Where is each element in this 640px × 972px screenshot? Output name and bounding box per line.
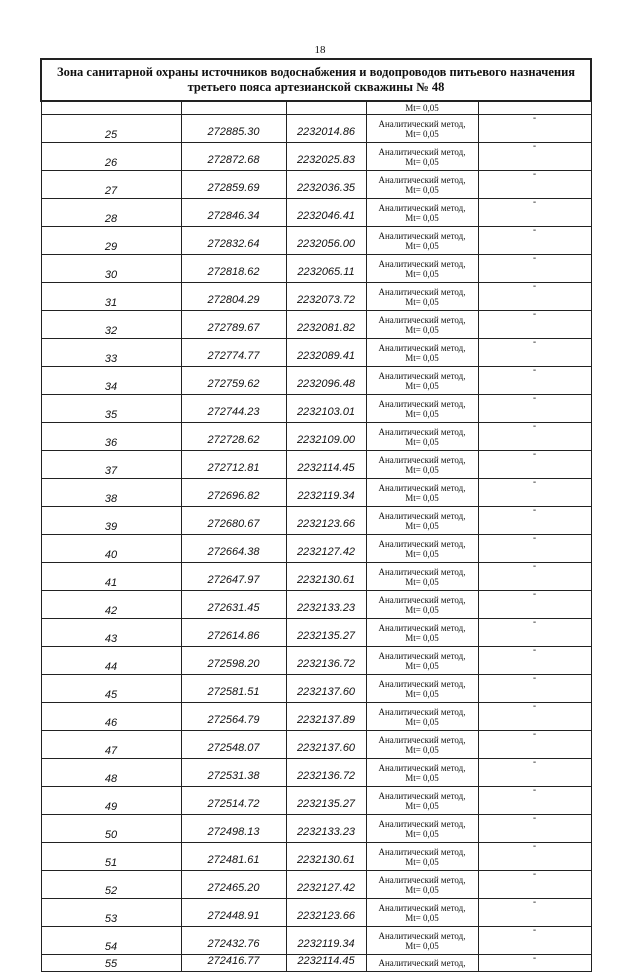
table-row [41, 507, 591, 535]
table-row [41, 843, 591, 871]
method-label: Аналитический метод, [378, 622, 466, 633]
y-coordinate: 2232123.66 [286, 899, 366, 927]
method-cell [366, 591, 478, 619]
method-value: Mt= 0,05 [405, 604, 439, 615]
table-row [41, 115, 591, 143]
table-row [41, 619, 591, 647]
y-coordinate: 2232073.72 [286, 283, 366, 311]
point-number: 36 [41, 423, 181, 451]
y-coordinate: 2232123.66 [286, 507, 366, 535]
point-number: 43 [41, 619, 181, 647]
table-row [41, 815, 591, 843]
table-row [41, 591, 591, 619]
method-value: Mt= 0,05 [405, 380, 439, 391]
method-value: Mt= 0,05 [405, 828, 439, 839]
point-number: 50 [41, 815, 181, 843]
dash-mark: - [478, 451, 591, 479]
method-label: Аналитический метод, [378, 118, 466, 129]
dash-mark: - [478, 871, 591, 899]
dash-mark: - [478, 759, 591, 787]
point-number: 52 [41, 871, 181, 899]
dash-mark: - [478, 815, 591, 843]
table-row [41, 787, 591, 815]
table-row [41, 171, 591, 199]
point-number: 53 [41, 899, 181, 927]
method-value: Mt= 0,05 [405, 912, 439, 923]
y-coordinate: 2232137.89 [286, 703, 366, 731]
y-coordinate: 2232056.00 [286, 227, 366, 255]
x-coordinate: 272664.38 [181, 535, 286, 563]
table-row [41, 283, 591, 311]
method-label: Аналитический метод, [378, 790, 466, 801]
y-coordinate: 2232136.72 [286, 759, 366, 787]
x-coordinate: 272832.64 [181, 227, 286, 255]
point-number: 31 [41, 283, 181, 311]
table-row [41, 731, 591, 759]
method-cell [366, 703, 478, 731]
y-coordinate: 2232127.42 [286, 871, 366, 899]
dash-mark: - [478, 703, 591, 731]
point-number: 35 [41, 395, 181, 423]
point-number: 25 [41, 115, 181, 143]
dash-mark: - [478, 255, 591, 283]
page-number: 18 [314, 44, 326, 56]
point-number: 47 [41, 731, 181, 759]
method-cell [366, 115, 478, 143]
method-label: Аналитический метод, [378, 538, 466, 549]
y-coordinate: 2232114.45 [286, 955, 366, 972]
method-label: Аналитический метод, [378, 930, 466, 941]
x-coordinate: 272696.82 [181, 479, 286, 507]
method-cell [366, 199, 478, 227]
table-row [41, 395, 591, 423]
dash-mark: - [478, 199, 591, 227]
method-value: Mt= 0,05 [405, 296, 439, 307]
method-cell [366, 367, 478, 395]
y-coordinate: 2232103.01 [286, 395, 366, 423]
point-number: 38 [41, 479, 181, 507]
method-cell [366, 563, 478, 591]
point-number: 55 [41, 955, 181, 972]
x-coordinate: 272712.81 [181, 451, 286, 479]
method-cell [366, 339, 478, 367]
method-cell [366, 759, 478, 787]
method-label: Аналитический метод, [378, 146, 466, 157]
y-coordinate: 2232133.23 [286, 591, 366, 619]
method-label: Аналитический метод, [378, 874, 466, 885]
dash-mark: - [478, 787, 591, 815]
method-label: Аналитический метод, [378, 566, 466, 577]
dash-mark: - [478, 283, 591, 311]
table-row [41, 927, 591, 955]
y-coordinate: 2232136.72 [286, 647, 366, 675]
method-value: Mt= 0,05 [405, 744, 439, 755]
method-label: Аналитический метод, [378, 706, 466, 717]
dash-mark: - [478, 955, 591, 972]
point-number: 34 [41, 367, 181, 395]
dash-mark: - [478, 395, 591, 423]
table-row [41, 703, 591, 731]
method-label: Аналитический метод, [366, 955, 478, 972]
method-cell [366, 871, 478, 899]
dash-mark: - [478, 591, 591, 619]
dash-mark: - [478, 311, 591, 339]
point-number: 40 [41, 535, 181, 563]
table-row [41, 647, 591, 675]
y-coordinate: 2232065.11 [286, 255, 366, 283]
method-value: Mt= 0,05 [405, 436, 439, 447]
method-cell [366, 451, 478, 479]
x-coordinate: 272789.67 [181, 311, 286, 339]
method-value: Mt= 0,05 [405, 520, 439, 531]
method-cell [366, 255, 478, 283]
y-coordinate: 2232127.42 [286, 535, 366, 563]
table-title: Зона санитарной охраны источников водоснабжения и водопроводов питьевого назначения третьего пояса артезианской скважины № 48 [41, 59, 591, 101]
point-number: 49 [41, 787, 181, 815]
method-value: Mt= 0,05 [366, 101, 478, 115]
x-coordinate: 272759.62 [181, 367, 286, 395]
method-cell [366, 507, 478, 535]
method-cell [366, 619, 478, 647]
x-coordinate: 272647.97 [181, 563, 286, 591]
method-value: Mt= 0,05 [405, 156, 439, 167]
point-number: 54 [41, 927, 181, 955]
point-number: 44 [41, 647, 181, 675]
dash-mark: - [478, 927, 591, 955]
y-coordinate: 2232089.41 [286, 339, 366, 367]
method-cell [366, 143, 478, 171]
method-value: Mt= 0,05 [405, 688, 439, 699]
point-number: 30 [41, 255, 181, 283]
method-cell [366, 171, 478, 199]
y-coordinate: 2232119.34 [286, 927, 366, 955]
dash-mark: - [478, 899, 591, 927]
x-coordinate: 272872.68 [181, 143, 286, 171]
method-label: Аналитический метод, [378, 398, 466, 409]
method-cell [366, 535, 478, 563]
y-coordinate: 2232137.60 [286, 731, 366, 759]
dash-mark: - [478, 675, 591, 703]
method-value: Mt= 0,05 [405, 464, 439, 475]
x-coordinate: 272744.23 [181, 395, 286, 423]
x-coordinate: 272859.69 [181, 171, 286, 199]
table-row [41, 311, 591, 339]
x-coordinate: 272631.45 [181, 591, 286, 619]
table-row [41, 535, 591, 563]
dash-mark: - [478, 115, 591, 143]
method-value: Mt= 0,05 [405, 492, 439, 503]
method-cell [366, 423, 478, 451]
method-cell [366, 815, 478, 843]
method-label: Аналитический метод, [378, 818, 466, 829]
table-row [41, 339, 591, 367]
method-label: Аналитический метод, [378, 314, 466, 325]
x-coordinate: 272680.67 [181, 507, 286, 535]
method-value: Mt= 0,05 [405, 408, 439, 419]
table-row [41, 451, 591, 479]
table-row [41, 227, 591, 255]
method-cell [366, 675, 478, 703]
table-row [41, 255, 591, 283]
y-coordinate: 2232109.00 [286, 423, 366, 451]
method-cell [366, 227, 478, 255]
y-coordinate: 2232130.61 [286, 843, 366, 871]
table-title-row [41, 59, 591, 101]
y-coordinate: 2232135.27 [286, 787, 366, 815]
method-label: Аналитический метод, [378, 426, 466, 437]
point-number: 28 [41, 199, 181, 227]
method-value: Mt= 0,05 [405, 212, 439, 223]
point-number: 48 [41, 759, 181, 787]
x-coordinate: 272846.34 [181, 199, 286, 227]
point-number: 41 [41, 563, 181, 591]
method-label: Аналитический метод, [378, 454, 466, 465]
point-number: 26 [41, 143, 181, 171]
point-number: 42 [41, 591, 181, 619]
table-row [41, 199, 591, 227]
dash-mark: - [478, 535, 591, 563]
method-label: Аналитический метод, [378, 258, 466, 269]
dash-mark: - [478, 171, 591, 199]
point-number: 29 [41, 227, 181, 255]
x-coordinate: 272804.29 [181, 283, 286, 311]
method-label: Аналитический метод, [378, 370, 466, 381]
y-coordinate: 2232137.60 [286, 675, 366, 703]
method-label: Аналитический метод, [378, 594, 466, 605]
dash-mark: - [478, 479, 591, 507]
method-label: Аналитический метод, [378, 762, 466, 773]
x-coordinate: 272885.30 [181, 115, 286, 143]
y-coordinate: 2232133.23 [286, 815, 366, 843]
method-value: Mt= 0,05 [405, 184, 439, 195]
x-coordinate: 272728.62 [181, 423, 286, 451]
x-coordinate: 272818.62 [181, 255, 286, 283]
x-coordinate: 272614.86 [181, 619, 286, 647]
method-label: Аналитический метод, [378, 202, 466, 213]
y-coordinate: 2232036.35 [286, 171, 366, 199]
dash-mark: - [478, 227, 591, 255]
y-coordinate: 2232025.83 [286, 143, 366, 171]
y-coordinate: 2232096.48 [286, 367, 366, 395]
point-number: 32 [41, 311, 181, 339]
y-coordinate: 2232046.41 [286, 199, 366, 227]
method-label: Аналитический метод, [378, 846, 466, 857]
method-value: Mt= 0,05 [405, 632, 439, 643]
method-value: Mt= 0,05 [405, 772, 439, 783]
method-label: Аналитический метод, [378, 174, 466, 185]
y-coordinate: 2232130.61 [286, 563, 366, 591]
method-value: Mt= 0,05 [405, 576, 439, 587]
dash-mark: - [478, 731, 591, 759]
table-row [41, 675, 591, 703]
x-coordinate: 272774.77 [181, 339, 286, 367]
method-value: Mt= 0,05 [405, 884, 439, 895]
table-row [41, 955, 591, 972]
method-label: Аналитический метод, [378, 902, 466, 913]
method-cell [366, 283, 478, 311]
method-label: Аналитический метод, [378, 342, 466, 353]
x-coordinate: 272581.51 [181, 675, 286, 703]
table-row-continued [41, 101, 591, 115]
method-value: Mt= 0,05 [405, 268, 439, 279]
table-row [41, 479, 591, 507]
x-coordinate: 272448.91 [181, 899, 286, 927]
y-coordinate: 2232114.45 [286, 451, 366, 479]
method-value: Mt= 0,05 [405, 856, 439, 867]
table-row [41, 871, 591, 899]
method-value: Mt= 0,05 [405, 940, 439, 951]
method-value: Mt= 0,05 [405, 716, 439, 727]
point-number: 39 [41, 507, 181, 535]
x-coordinate: 272564.79 [181, 703, 286, 731]
dash-mark: - [478, 423, 591, 451]
dash-mark: - [478, 143, 591, 171]
dash-mark: - [478, 843, 591, 871]
x-coordinate: 272498.13 [181, 815, 286, 843]
dash-mark: - [478, 619, 591, 647]
point-number: 37 [41, 451, 181, 479]
method-cell [366, 647, 478, 675]
method-value: Mt= 0,05 [405, 324, 439, 335]
method-cell [366, 843, 478, 871]
table-row [41, 563, 591, 591]
method-label: Аналитический метод, [378, 230, 466, 241]
y-coordinate: 2232014.86 [286, 115, 366, 143]
x-coordinate: 272548.07 [181, 731, 286, 759]
y-coordinate: 2232081.82 [286, 311, 366, 339]
table-row [41, 143, 591, 171]
x-coordinate: 272481.61 [181, 843, 286, 871]
x-coordinate: 272598.20 [181, 647, 286, 675]
method-cell [366, 787, 478, 815]
point-number: 33 [41, 339, 181, 367]
x-coordinate: 272432.76 [181, 927, 286, 955]
dash-mark: - [478, 563, 591, 591]
table-row [41, 899, 591, 927]
y-coordinate: 2232135.27 [286, 619, 366, 647]
table-row [41, 423, 591, 451]
x-coordinate: 272465.20 [181, 871, 286, 899]
method-cell [366, 899, 478, 927]
method-cell [366, 479, 478, 507]
method-value: Mt= 0,05 [405, 240, 439, 251]
method-cell [366, 395, 478, 423]
point-number: 27 [41, 171, 181, 199]
method-value: Mt= 0,05 [405, 128, 439, 139]
point-number: 51 [41, 843, 181, 871]
method-cell [366, 927, 478, 955]
x-coordinate: 272531.38 [181, 759, 286, 787]
dash-mark: - [478, 367, 591, 395]
method-label: Аналитический метод, [378, 678, 466, 689]
method-label: Аналитический метод, [378, 510, 466, 521]
coordinates-table [40, 58, 592, 972]
y-coordinate: 2232119.34 [286, 479, 366, 507]
table-row [41, 367, 591, 395]
point-number: 45 [41, 675, 181, 703]
method-value: Mt= 0,05 [405, 352, 439, 363]
dash-mark: - [478, 507, 591, 535]
point-number: 46 [41, 703, 181, 731]
method-label: Аналитический метод, [378, 482, 466, 493]
method-label: Аналитический метод, [378, 286, 466, 297]
method-label: Аналитический метод, [378, 650, 466, 661]
dash-mark: - [478, 339, 591, 367]
x-coordinate: 272514.72 [181, 787, 286, 815]
method-value: Mt= 0,05 [405, 548, 439, 559]
method-value: Mt= 0,05 [405, 800, 439, 811]
method-cell [366, 731, 478, 759]
dash-mark: - [478, 647, 591, 675]
x-coordinate: 272416.77 [181, 955, 286, 972]
method-label: Аналитический метод, [378, 734, 466, 745]
table-row [41, 759, 591, 787]
method-cell [366, 311, 478, 339]
method-value: Mt= 0,05 [405, 660, 439, 671]
